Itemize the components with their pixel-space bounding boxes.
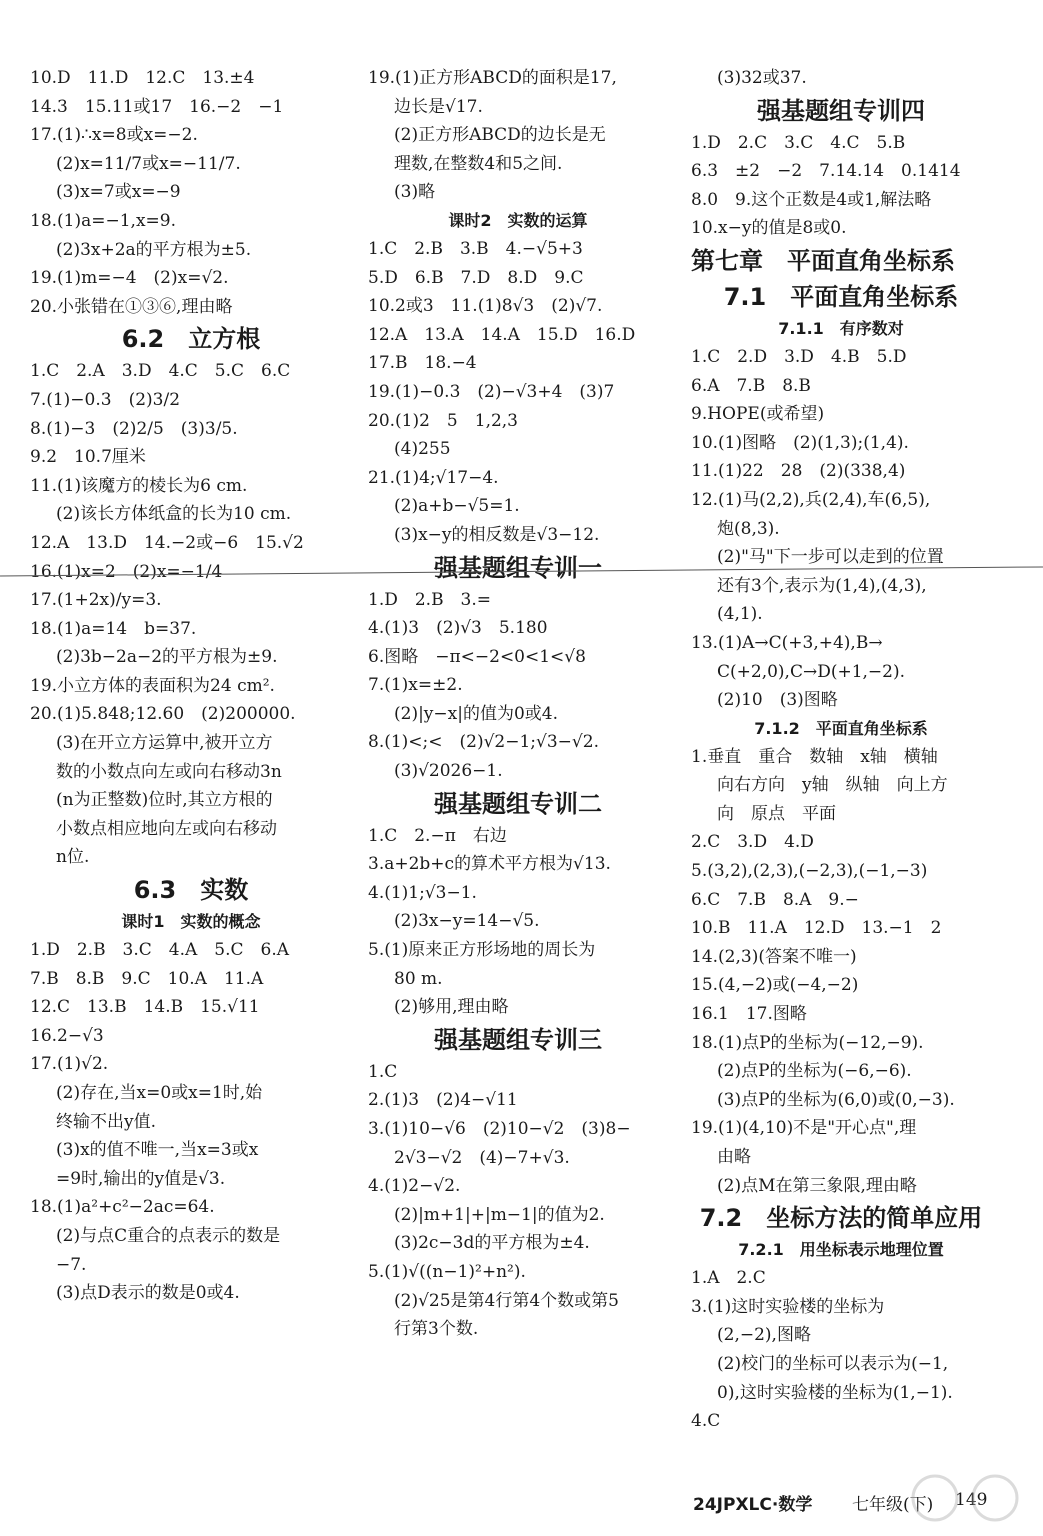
section-heading: 强基题组专训四 (757, 96, 925, 125)
answer-line: 9.HOPE(或希望) (691, 404, 825, 425)
answer-line: (3)√2026−1. (394, 761, 503, 782)
answer-line: (2)正方形ABCD的边长是无 (394, 125, 606, 146)
answer-line: (3)在开立方运算中,被开立方 (56, 733, 273, 754)
answer-line: 3.(1)10−√6 (2)10−√2 (3)8− (368, 1119, 631, 1139)
answer-line: 2.C 3.D 4.D (691, 832, 814, 853)
answer-line: 4.(1)3 (2)√3 5.180 (368, 618, 548, 639)
answer-line: (2)与点C重合的点表示的数是 (56, 1225, 281, 1246)
answer-line: 18.(1)点P的坐标为(−12,−9). (691, 1032, 924, 1053)
answer-line: (2)3b−2a−2的平方根为±9. (56, 647, 278, 668)
answer-line: 1.D 2.C 3.C 4.C 5.B (691, 132, 906, 153)
answer-line: 由略 (717, 1147, 751, 1167)
answer-line: 6.A 7.B 8.B (691, 375, 811, 396)
answer-line: 17.B 18.−4 (368, 353, 477, 374)
answer-line: (4,1). (717, 604, 763, 625)
answer-line: 5.(1)√((n−1)²+n²). (368, 1261, 526, 1282)
answer-line: 10.D 11.D 12.C 13.±4 (30, 68, 255, 88)
answer-line: (2)3x+2a的平方根为±5. (56, 239, 252, 260)
subsection-heading: 7.1.1 有序数对 (778, 318, 904, 338)
answer-line: 1.D 2.B 3.= (368, 589, 492, 610)
answer-line: 数的小数点向左或向右移动3n (56, 761, 282, 782)
answer-line: (3)x的值不唯一,当x=3或x (56, 1140, 259, 1161)
answer-line: 9.2 10.7厘米 (30, 447, 146, 468)
answer-line: 21.(1)4;√17−4. (368, 467, 499, 488)
answer-line: 19.(1)m=−4 (2)x=√2. (30, 268, 229, 289)
answer-line: 终输不出y值. (56, 1111, 157, 1132)
section-heading: 6.3 实数 (133, 876, 249, 905)
answer-line: 1.C 2.−π 右边 (368, 825, 507, 846)
answer-line: (3)2c−3d的平方根为±4. (394, 1233, 590, 1254)
answer-line: 5.D 6.B 7.D 8.D 9.C (368, 267, 584, 288)
answer-line: (2)10 (3)图略 (717, 690, 838, 711)
answer-line: 4.(1)2−√2. (368, 1176, 461, 1197)
answer-line: 1.C (368, 1061, 398, 1082)
answer-line: 2√3−√2 (4)−7+√3. (394, 1147, 570, 1168)
answer-line: 11.(1)22 28 (2)(338,4) (691, 461, 906, 482)
answer-line: 12.(1)马(2,2),兵(2,4),车(6,5), (691, 489, 931, 510)
answer-line: (2)3x−y=14−√5. (394, 911, 540, 932)
answer-line: 4.C (691, 1411, 721, 1432)
answer-line: 4.(1)1;√3−1. (368, 882, 477, 903)
answer-line: (3)点D表示的数是0或4. (56, 1283, 240, 1304)
answer-line: 2.(1)3 (2)4−√11 (368, 1090, 518, 1111)
answer-line: (2)x=11/7或x=−11/7. (56, 153, 241, 174)
answer-line: 3.(1)这时实验楼的坐标为 (691, 1296, 885, 1317)
answer-line: 向右方向 y轴 纵轴 向上方 (717, 775, 948, 796)
answer-line: 16.(1)x=2 (2)x=−1/4 (30, 561, 223, 582)
answer-line: (3)略 (394, 182, 436, 203)
answer-line: 17.(1+2x)/y=3. (30, 590, 162, 611)
subsection-heading: 课时1 实数的概念 (121, 912, 261, 932)
answer-line: 19.小立方体的表面积为24 cm². (30, 675, 275, 696)
answer-line: (2)够用,理由略 (394, 997, 509, 1018)
answer-line: (2)a+b−√5=1. (394, 496, 520, 517)
answer-line: 12.C 13.B 14.B 15.√11 (30, 997, 260, 1018)
answer-line: 19.(1)(4,10)不是"开心点",理 (691, 1118, 917, 1139)
answer-line: 行第3个数. (394, 1319, 479, 1340)
answer-column-3 (691, 64, 991, 1436)
answer-line: 1.D 2.B 3.C 4.A 5.C 6.A (30, 940, 290, 961)
footer-grade: 七年级(下) (852, 1495, 934, 1515)
answer-line: 20.(1)2 5 1,2,3 (368, 410, 519, 431)
answer-line: (2)|m+1|+|m−1|的值为2. (394, 1204, 605, 1225)
answer-line: 20.(1)5.848;12.60 (2)200000. (30, 704, 296, 725)
answer-line: (3)x−y的相反数是√3−12. (394, 524, 600, 545)
answer-line: 7.B 8.B 9.C 10.A 11.A (30, 968, 264, 989)
answer-line: 17.(1)∴x=8或x=−2. (30, 125, 198, 146)
answer-line: 1.C 2.B 3.B 4.−√5+3 (368, 238, 583, 259)
footer-book-code: 24JPXLC·数学 (693, 1495, 813, 1515)
answer-line: 17.(1)√2. (30, 1054, 109, 1075)
answer-line: 19.(1)正方形ABCD的面积是17, (368, 68, 617, 88)
section-heading: 6.2 立方根 (121, 325, 261, 354)
subsection-heading: 课时2 实数的运算 (448, 210, 588, 230)
answer-line: 10.2或3 11.(1)8√3 (2)√7. (368, 296, 603, 317)
answer-line: 10.(1)图略 (2)(1,3);(1,4). (691, 432, 909, 453)
answer-line: 1.A 2.C (691, 1268, 766, 1289)
answer-line: 18.(1)a=−1,x=9. (30, 210, 177, 231)
answer-line: 8.0 9.这个正数是4或1,解法略 (691, 189, 932, 210)
section-heading: 7.1 平面直角坐标系 (723, 282, 959, 311)
answer-line: (2)该长方体纸盒的长为10 cm. (56, 504, 292, 525)
answer-line: 14.3 15.11或17 16.−2 −1 (30, 96, 284, 117)
answer-line: 12.A 13.A 14.A 15.D 16.D (368, 324, 636, 345)
answer-line: (2)点P的坐标为(−6,−6). (717, 1061, 912, 1082)
answer-line: 19.(1)−0.3 (2)−√3+4 (3)7 (368, 381, 615, 402)
answer-line: (3)x=7或x=−9 (56, 182, 181, 203)
answer-line: 6.3 ±2 −2 7.14.14 0.1414 (691, 161, 961, 182)
answer-line: (2)校门的坐标可以表示为(−1, (717, 1353, 949, 1374)
section-heading: 第七章 平面直角坐标系 (691, 246, 955, 275)
answer-line: (2)存在,当x=0或x=1时,始 (56, 1083, 263, 1103)
answer-line: 1.垂直 重合 数轴 x轴 横轴 (691, 746, 938, 767)
answer-line: 8.(1)<;< (2)√2−1;√3−√2. (368, 732, 599, 753)
answer-line: 向 原点 平面 (717, 803, 836, 824)
answer-line: (3)点P的坐标为(6,0)或(0,−3). (717, 1089, 955, 1110)
answer-line: 0),这时实验楼的坐标为(1,−1). (717, 1382, 953, 1403)
answer-line: 小数点相应地向左或向右移动 (56, 818, 277, 839)
answer-line: (n为正整数)位时,其立方根的 (56, 790, 273, 811)
answer-line: 14.(2,3)(答案不唯一) (691, 946, 857, 967)
answer-line: (2)|y−x|的值为0或4. (394, 703, 559, 724)
answer-line: 20.小张错在①③⑥,理由略 (30, 296, 233, 317)
answer-line: 理数,在整数4和5之间. (394, 153, 563, 174)
answer-line: 炮(8,3). (717, 518, 780, 539)
answer-line: 边长是√17. (394, 96, 483, 117)
answer-line: 18.(1)a²+c²−2ac=64. (30, 1197, 215, 1218)
answer-line: (2)点M在第三象限,理由略 (717, 1175, 917, 1196)
answer-line: 13.(1)A→C(+3,+4),B→ (691, 632, 883, 653)
answer-line: 1.C 2.A 3.D 4.C 5.C 6.C (30, 361, 291, 382)
subsection-heading: 7.1.2 平面直角坐标系 (754, 718, 928, 738)
section-heading: 强基题组专训二 (434, 789, 602, 818)
answer-line: 18.(1)a=14 b=37. (30, 618, 197, 639)
answer-column-2 (368, 64, 668, 1344)
subsection-heading: 7.2.1 用坐标表示地理位置 (738, 1240, 944, 1260)
answer-line: (2)√25是第4行第4个数或第5 (394, 1290, 619, 1311)
answer-line: 12.A 13.D 14.−2或−6 15.√2 (30, 532, 304, 553)
answer-line: 16.2−√3 (30, 1025, 104, 1046)
answer-line: C(+2,0),C→D(+1,−2). (717, 661, 906, 682)
answer-line: 6.C 7.B 8.A 9.− (691, 889, 859, 910)
answer-line: =9时,输出的y值是√3. (56, 1168, 226, 1189)
answer-line: (2)"马"下一步可以走到的位置 (717, 547, 944, 568)
answer-line: 7.(1)x=±2. (368, 675, 463, 696)
answer-column-1 (30, 64, 352, 1308)
answer-line: 还有3个,表示为(1,4),(4,3), (717, 575, 927, 596)
answer-line: −7. (56, 1254, 87, 1275)
answer-line: 7.(1)−0.3 (2)3/2 (30, 389, 181, 410)
answer-line: 6.图略 −π<−2<0<1<√8 (368, 646, 586, 667)
answer-line: 11.(1)该魔方的棱长为6 cm. (30, 475, 248, 496)
answer-line: n位. (56, 847, 90, 868)
section-heading: 强基题组专训三 (434, 1025, 602, 1054)
answer-line: 1.C 2.D 3.D 4.B 5.D (691, 346, 907, 367)
page-number: 149 (955, 1490, 988, 1510)
answer-line: 5.(1)原来正方形场地的周长为 (368, 940, 596, 961)
answer-line: (2,−2),图略 (717, 1325, 811, 1346)
answer-line: 15.(4,−2)或(−4,−2) (691, 975, 859, 996)
answer-line: 5.(3,2),(2,3),(−2,3),(−1,−3) (691, 861, 928, 882)
answer-line: 10.x−y的值是8或0. (691, 218, 847, 239)
answer-line: 10.B 11.A 12.D 13.−1 2 (691, 918, 942, 939)
answer-line: 80 m. (394, 968, 443, 989)
answer-line: (3)32或37. (717, 68, 807, 88)
section-heading: 7.2 坐标方法的简单应用 (699, 1204, 983, 1233)
section-heading: 强基题组专训一 (434, 553, 602, 582)
answer-line: 3.a+2b+c的算术平方根为√13. (368, 854, 611, 875)
answer-line: 16.1 17.图略 (691, 1004, 807, 1025)
answer-line: (4)255 (394, 439, 451, 460)
answer-line: 8.(1)−3 (2)2/5 (3)3/5. (30, 418, 238, 439)
